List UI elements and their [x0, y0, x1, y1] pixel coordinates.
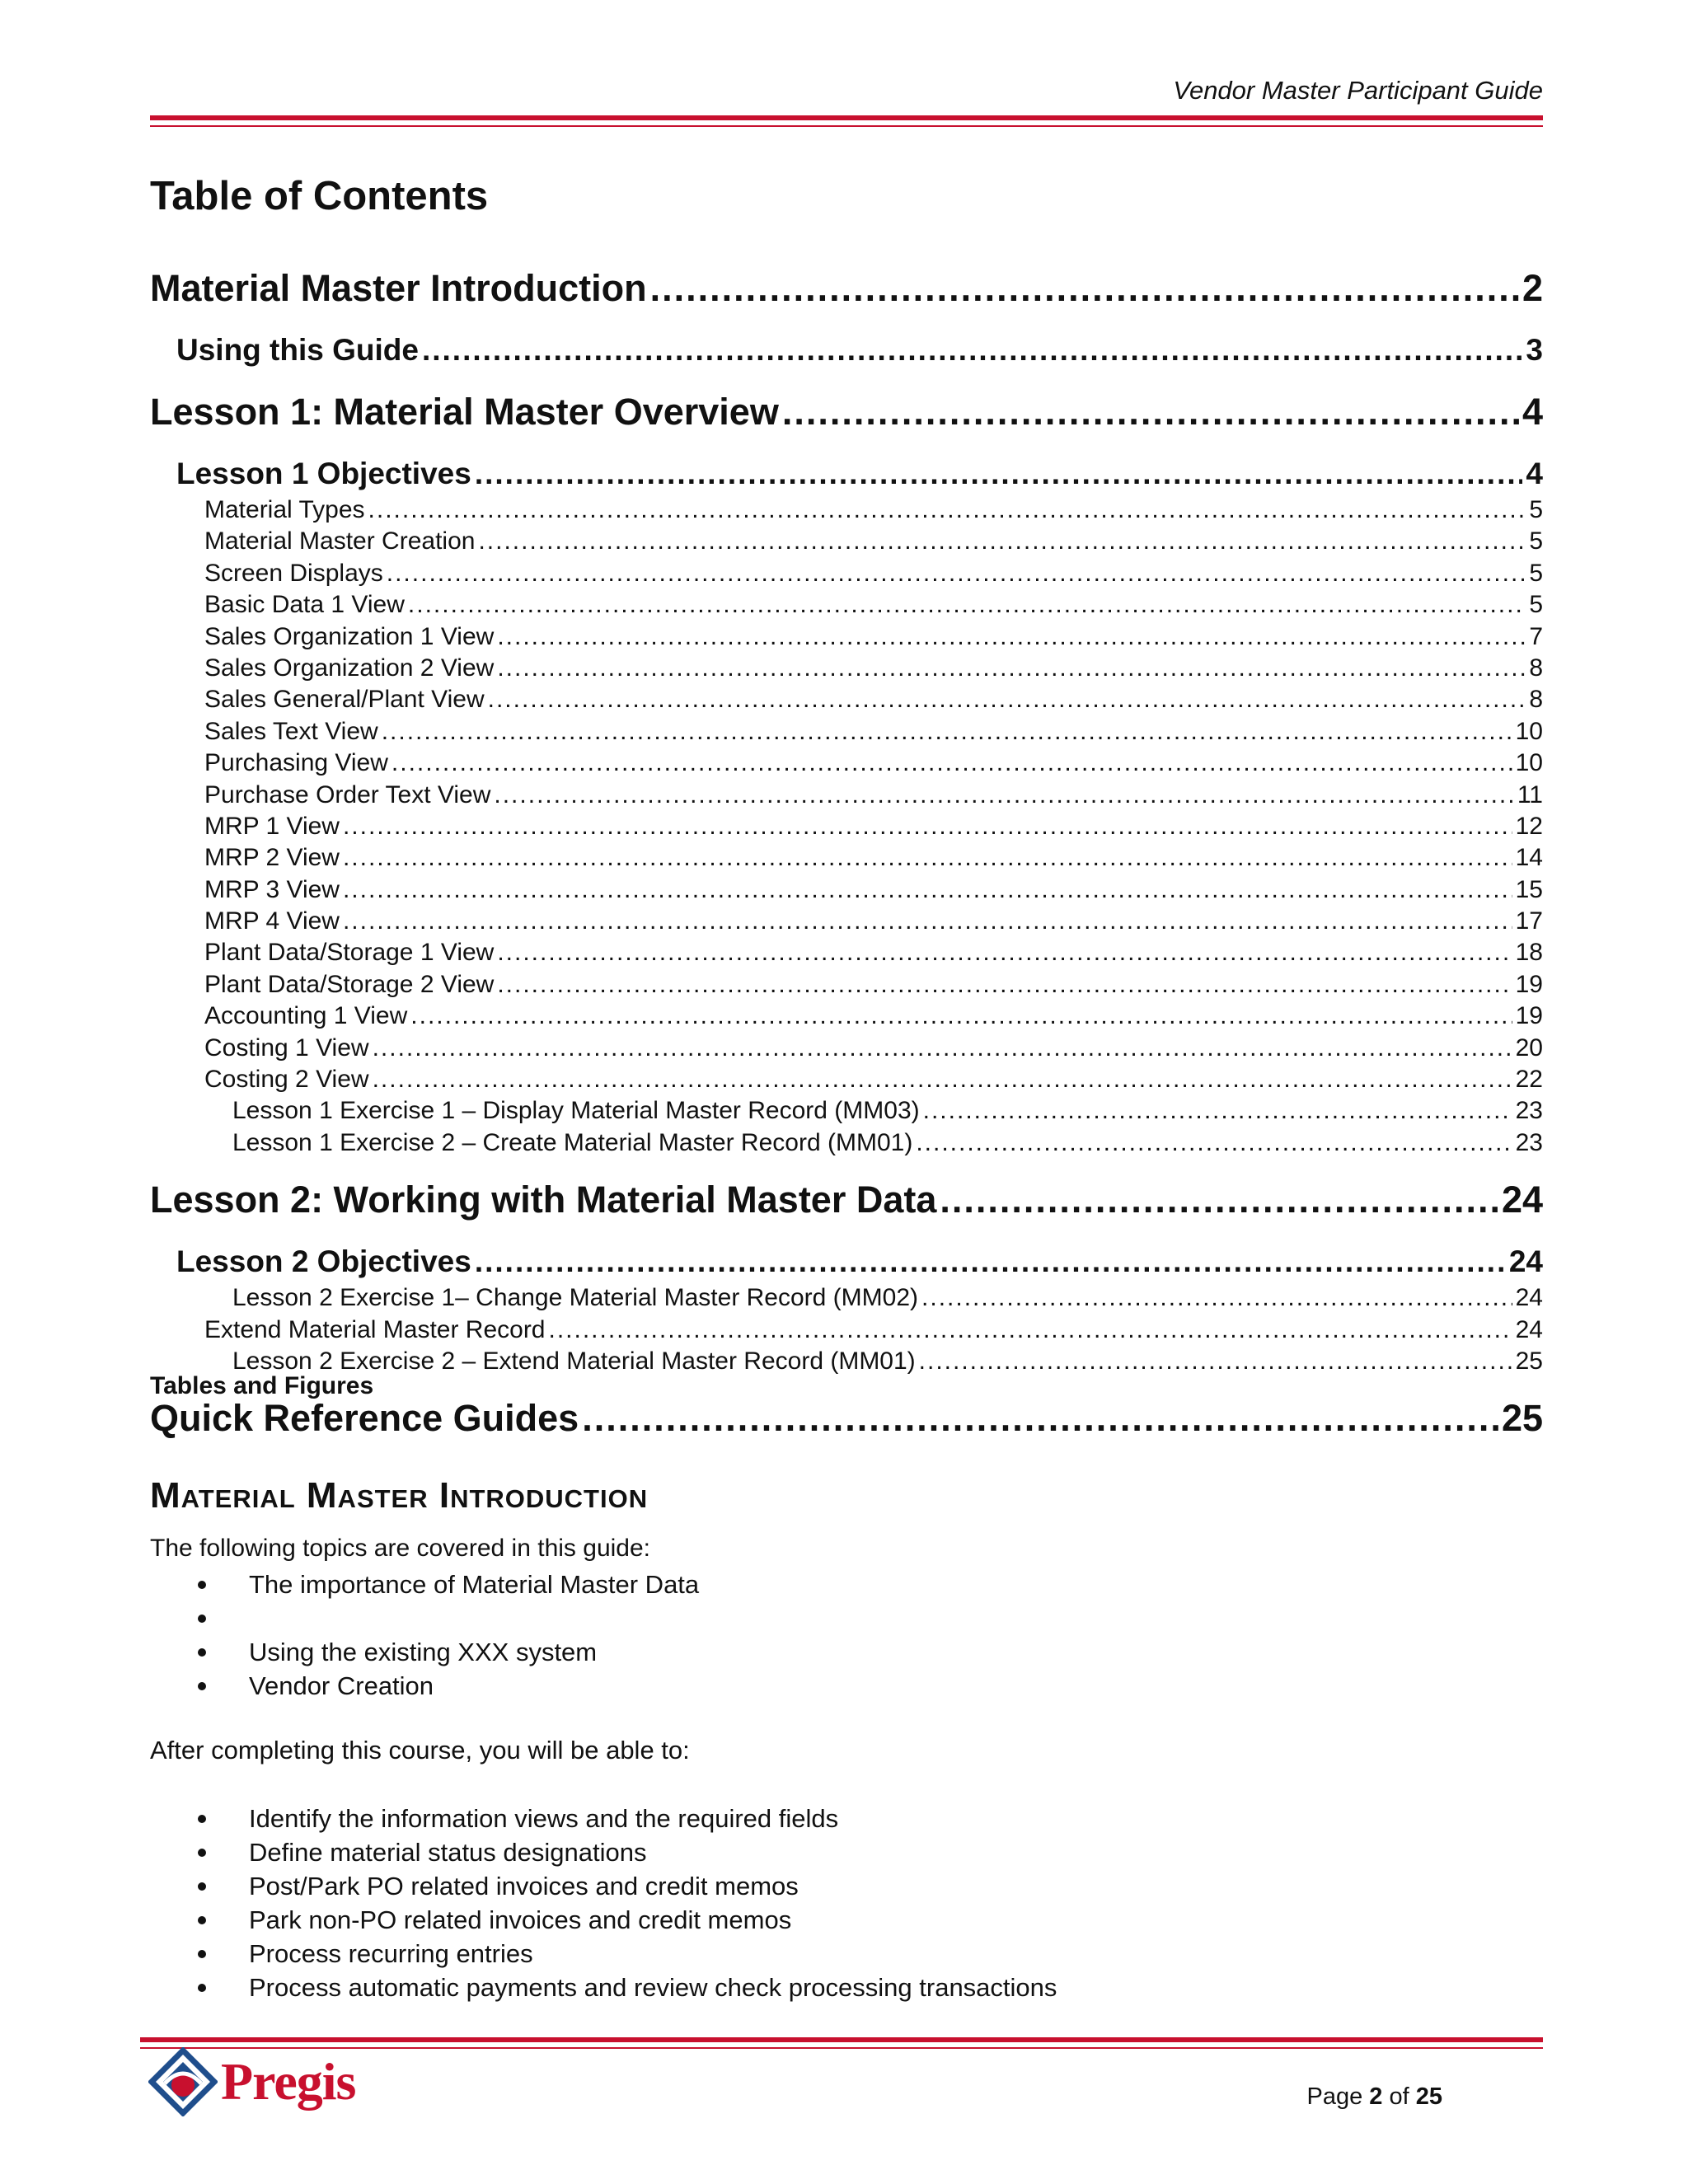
toc-leader-dots [410, 1001, 1512, 1032]
toc-entry-page: 19 [1515, 970, 1543, 998]
toc-entry-page: 10 [1515, 749, 1543, 777]
list-item: Define material status designations [198, 1835, 1057, 1869]
toc-leader-dots [497, 653, 1526, 684]
toc-leader-dots [343, 842, 1512, 874]
toc-entry[interactable] [150, 874, 1543, 906]
toc-entry-page: 24 [1515, 1284, 1543, 1312]
list-item: Using the existing XXX system [198, 1635, 699, 1669]
toc-entry-page: 3 [1526, 333, 1543, 367]
toc-entry[interactable] [150, 969, 1543, 1001]
toc-entry[interactable] [150, 589, 1543, 621]
toc-entry-title: Sales Organization 1 View [204, 622, 495, 650]
toc-entry[interactable] [150, 1282, 1543, 1314]
pregis-logo-icon [148, 2047, 218, 2116]
toc-entry[interactable] [150, 1315, 1543, 1346]
toc-entry-title: Screen Displays [204, 559, 383, 587]
section-intro: The following topics are covered in this guide: [150, 1535, 651, 1562]
header-rule-thin [150, 125, 1543, 127]
toc-leader-dots [921, 1282, 1512, 1314]
toc-leader-dots [582, 1377, 1498, 1460]
toc-entry[interactable] [150, 526, 1543, 557]
toc-entry[interactable] [150, 1127, 1543, 1159]
toc-entry-title: Purchase Order Text View [204, 780, 491, 808]
toc-entry-title: Lesson 2: Working with Material Master Data [150, 1179, 937, 1221]
toc-entry-title: MRP 3 View [204, 875, 340, 903]
toc-leader-dots [475, 453, 1523, 494]
list-item [198, 1601, 699, 1635]
table-of-contents [150, 247, 1543, 1460]
toc-entry-page: 14 [1515, 844, 1543, 872]
toc-entry-title: Lesson 2 Objectives [176, 1244, 471, 1279]
toc-entry[interactable] [150, 1095, 1543, 1127]
toc-entry-page: 12 [1515, 812, 1543, 840]
toc-entry-title: Material Master Creation [204, 527, 476, 555]
toc-entry[interactable] [150, 684, 1543, 715]
list-item: Process automatic payments and review check processing transactions [198, 1971, 1057, 2004]
toc-entry-title: Using this Guide [176, 333, 419, 367]
toc-leader-dots [392, 748, 1512, 779]
toc-entry[interactable] [150, 906, 1543, 937]
toc-entry-page: 5 [1529, 559, 1543, 587]
toc-entry-title: Sales Text View [204, 717, 378, 745]
toc-entry[interactable] [150, 247, 1543, 330]
toc-entry-page: 4 [1522, 391, 1543, 433]
toc-entry-title: Lesson 1 Exercise 1 – Display Material Master Record (MM03) [232, 1097, 920, 1125]
toc-entry-title: Material Master Introduction [150, 267, 647, 309]
toc-leader-dots [488, 684, 1526, 715]
toc-entry-title: Sales General/Plant View [204, 686, 485, 714]
toc-entry-title: Lesson 1 Exercise 2 – Create Material Master Record (MM01) [232, 1128, 913, 1156]
tables-figures-heading: Tables and Figures [150, 1372, 374, 1399]
header-title: Vendor Master Participant Guide [1173, 76, 1543, 105]
page-number: Page 2 of 25 [1306, 2083, 1442, 2110]
toc-entry[interactable] [150, 842, 1543, 874]
toc-entry[interactable] [150, 1241, 1543, 1282]
toc-entry[interactable] [150, 748, 1543, 779]
toc-leader-dots [919, 1346, 1512, 1377]
toc-entry-page: 25 [1515, 1347, 1543, 1375]
list-item: Identify the information views and the required fields [198, 1802, 1057, 1835]
toc-entry[interactable] [150, 371, 1543, 453]
footer-rule [140, 2037, 1543, 2042]
toc-entry-page: 11 [1517, 780, 1543, 808]
toc-leader-dots [343, 874, 1512, 906]
toc-entry-title: Material Types [204, 496, 365, 523]
toc-entry-title: MRP 4 View [204, 907, 340, 935]
section-title: Material Master Introduction [150, 1475, 649, 1516]
toc-entry-page: 17 [1515, 907, 1543, 935]
toc-entry[interactable] [150, 1033, 1543, 1064]
toc-entry[interactable] [150, 653, 1543, 684]
pregis-logo [148, 2047, 355, 2116]
toc-leader-dots [387, 558, 1526, 589]
toc-entry[interactable] [150, 937, 1543, 968]
toc-entry-page: 24 [1508, 1244, 1543, 1279]
toc-leader-dots [343, 906, 1512, 937]
list-item: Process recurring entries [198, 1937, 1057, 1971]
toc-heading: Table of Contents [150, 174, 489, 218]
toc-entry-page: 24 [1501, 1179, 1543, 1221]
toc-entry-page: 24 [1515, 1315, 1543, 1343]
topics-list [198, 1568, 699, 1703]
toc-entry-page: 5 [1529, 591, 1543, 619]
toc-entry-title: Lesson 2 Exercise 2 – Extend Material Master Record (MM01) [232, 1347, 916, 1375]
toc-entry-page: 20 [1515, 1033, 1543, 1062]
toc-leader-dots [916, 1127, 1512, 1159]
toc-entry-page: 22 [1515, 1066, 1543, 1094]
outcomes-list [198, 1802, 1057, 2004]
list-item: Vendor Creation [198, 1669, 699, 1703]
toc-entry[interactable] [150, 621, 1543, 653]
toc-leader-dots [782, 371, 1519, 453]
toc-leader-dots [923, 1095, 1512, 1127]
toc-entry-title: Plant Data/Storage 2 View [204, 970, 495, 998]
list-item: Post/Park PO related invoices and credit memos [198, 1869, 1057, 1903]
toc-entry-title: Lesson 1 Objectives [176, 457, 471, 490]
toc-entry-page: 10 [1515, 717, 1543, 745]
toc-leader-dots [343, 811, 1512, 842]
toc-entry-title: Lesson 2 Exercise 1– Change Material Master Record (MM02) [232, 1284, 919, 1312]
toc-leader-dots [650, 247, 1519, 330]
toc-entry[interactable] [150, 1001, 1543, 1032]
toc-entry-page: 5 [1529, 527, 1543, 555]
toc-entry[interactable] [150, 780, 1543, 811]
toc-leader-dots [497, 621, 1526, 653]
toc-leader-dots [475, 1241, 1506, 1282]
toc-entry-page: 8 [1529, 686, 1543, 714]
logo-text: Pregis [221, 2052, 356, 2111]
toc-leader-dots [422, 330, 1522, 371]
list-item: Park non-PO related invoices and credit memos [198, 1903, 1057, 1937]
toc-entry[interactable] [150, 494, 1543, 526]
toc-entry-title: MRP 2 View [204, 844, 340, 872]
toc-entry[interactable] [150, 330, 1543, 371]
toc-entry-title: Sales Organization 2 View [204, 654, 495, 682]
toc-entry-page: 8 [1529, 654, 1543, 682]
toc-entry-title: Costing 1 View [204, 1033, 369, 1062]
toc-leader-dots [408, 589, 1526, 621]
toc-entry-title: Purchasing View [204, 749, 388, 777]
header-rule [150, 115, 1543, 120]
toc-leader-dots [368, 494, 1526, 526]
toc-leader-dots [494, 780, 1513, 811]
toc-entry-title: Quick Reference Guides [150, 1397, 579, 1440]
toc-entry-page: 25 [1501, 1397, 1543, 1440]
toc-entry-page: 19 [1515, 1002, 1543, 1030]
toc-leader-dots [373, 1064, 1512, 1095]
toc-entry-page: 23 [1515, 1097, 1543, 1125]
toc-entry[interactable] [150, 1159, 1543, 1241]
toc-entry-page: 4 [1526, 457, 1543, 490]
toc-leader-dots [549, 1315, 1512, 1346]
toc-entry-title: Extend Material Master Record [204, 1315, 546, 1343]
toc-entry[interactable] [150, 558, 1543, 589]
toc-entry-page: 18 [1515, 939, 1543, 967]
toc-entry-page: 15 [1515, 875, 1543, 903]
toc-entry-page: 2 [1522, 267, 1543, 309]
toc-entry[interactable] [150, 716, 1543, 748]
toc-leader-dots [940, 1159, 1498, 1241]
toc-entry-page: 7 [1529, 622, 1543, 650]
toc-entry-page: 5 [1529, 496, 1543, 523]
toc-entry-title: Accounting 1 View [204, 1002, 408, 1030]
toc-entry-title: MRP 1 View [204, 812, 340, 840]
toc-leader-dots [478, 526, 1526, 557]
list-item: The importance of Material Master Data [198, 1568, 699, 1601]
toc-leader-dots [373, 1033, 1512, 1064]
toc-entry-page: 23 [1515, 1128, 1543, 1156]
outcomes-intro: After completing this course, you will be able to: [150, 1736, 690, 1765]
toc-leader-dots [497, 937, 1512, 968]
toc-entry-title: Plant Data/Storage 1 View [204, 939, 495, 967]
toc-leader-dots [497, 969, 1512, 1001]
toc-entry-title: Lesson 1: Material Master Overview [150, 391, 779, 433]
toc-entry[interactable] [150, 1064, 1543, 1095]
toc-leader-dots [382, 716, 1512, 748]
toc-entry[interactable] [150, 811, 1543, 842]
toc-entry-title: Costing 2 View [204, 1066, 369, 1094]
toc-entry-title: Basic Data 1 View [204, 591, 405, 619]
toc-entry[interactable] [150, 453, 1543, 494]
